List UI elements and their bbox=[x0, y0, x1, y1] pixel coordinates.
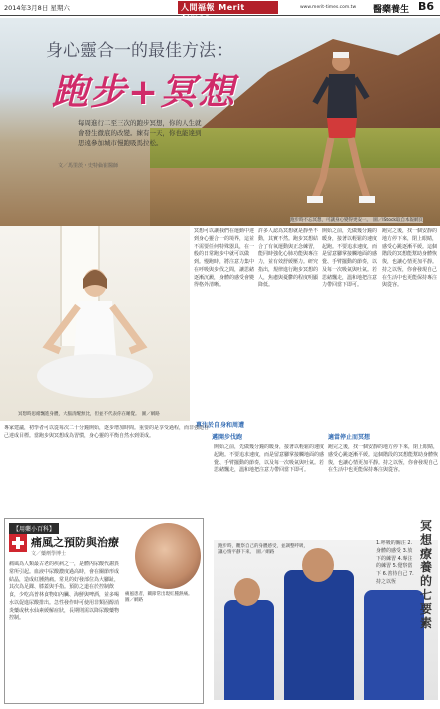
runner-figure bbox=[305, 48, 375, 208]
box-tag: 【用藥小百科】 bbox=[9, 523, 59, 534]
box-byline: 文／藥劑學博士 bbox=[31, 551, 67, 557]
subhead-2: 邁開步伐跑 bbox=[212, 434, 243, 441]
box-body: 痛風為人類最古老的疾病之一，是體內尿酸代謝異常所引起。血液中尿酸濃度過高時，會在關節形成結晶，造成紅腫熱痛。常見的好發部位為大腳趾，其次為足踝、膝蓋與手指。預防之道在於控制飲食，少吃高普林食物如內臟、海鮮與啤酒，並多喝水以促進尿酸排出。急性發作時可使用非類固醇消炎藥或秋水仙素緩解症狀，長期則需以降尿酸藥物控制。 bbox=[9, 561, 120, 622]
article-column-3: 開始之前，先做幾分鐘的暖身，接著以輕鬆的速度起跑。不要追求速度，而是留意腳掌接觸地面的感覺、手臂擺動的節奏，以及每一次吸氣與吐氣。若思緒飄走，溫和地把注意力帶回當下即可。 bbox=[322, 228, 378, 289]
lede-paragraph: 每周進行二至三次的跑步冥想，你的人生就會發生徹底的改變。練有一天，你也能達到思遠參加城市慢跑吸馬拉松。 bbox=[78, 119, 202, 148]
article-column-7: 跑完之後，找一個安靜的地方停下來，閉上眼睛，感受心跳逐漸平緩。這個階段的冥想能幫助身體恢復，也讓心情更加平靜。持之以恆，你會發現自己在生活中也更能保持專注與從容。 bbox=[328, 444, 438, 474]
runner-person bbox=[224, 600, 274, 700]
article-column-4: 跑完之後，找一個安靜的地方停下來，閉上眼睛，感受心跳逐漸平緩。這個階段的冥想能幫助身體恢復，也讓心情更加平靜。持之以恆，你會發現自己在生活中也更能保持專注與從容。 bbox=[382, 228, 438, 289]
hero-photo-caption: 跑步時不忘冥想，可讓身心變得更安一。 圖／IStock取自本報網頁 bbox=[290, 218, 424, 223]
article-column-6: 開始之前，先做幾分鐘的暖身，接著以輕鬆的速度起跑。不要追求速度，而是留意腳掌接觸地面的感覺、手臂擺動的節奏，以及每一次吸氣與吐氣。若思緒飄走，溫和地把注意力帶回當下即可。 bbox=[214, 444, 324, 474]
yoga-photo-caption: 冥想時思緒飄進身體，大腦清醒無比，但並不代表你在睡覺。 圖／網路 bbox=[18, 412, 160, 417]
article-column-1: 冥想可以讓我們在運動中達到身心靈合一的境界，這並不需要任何特殊器具，在一般的日常跑步中就可以做到。慢跑時，將注意力集中在呼吸與步伐之間，讓思緒逐漸沉澱，身體的感受會變得格外清晰。 bbox=[194, 228, 254, 289]
gout-hand-photo bbox=[135, 523, 201, 589]
yoga-photo bbox=[0, 226, 190, 421]
page-number: B6 bbox=[418, 0, 435, 13]
meditating-woman-figure bbox=[30, 261, 160, 411]
red-cross-icon bbox=[9, 534, 27, 552]
article-column-2: 許多人認為冥想就是靜坐不動，其實不然。跑步冥想結合了有氧運動與正念練習，能同時強化心肺功能與專注力，並有效舒緩壓力。研究指出，規律進行跑步冥想的人，焦慮與憂鬱的程度明顯降低。 bbox=[258, 228, 318, 289]
headline-main: 跑步+冥想 bbox=[52, 72, 237, 113]
hero-section bbox=[0, 18, 440, 226]
medication-sidebar-box bbox=[4, 518, 204, 704]
runner-face bbox=[234, 578, 260, 606]
hand-photo-caption: 痛風患者，關節常出現紅腫熱痛。 圖／網路 bbox=[125, 592, 195, 603]
article-byline: 文／馬里茨・史特倫崔醫師 bbox=[58, 163, 119, 169]
team-photo-caption: 跑步時，觀察自己的身體感受，並調整呼吸，讓心情平靜下來。 圖／網路 bbox=[218, 544, 308, 556]
side-list: 1.呼吸的關注 2.身體的感受 3.放下的練習 4.專注的練習 5.覺察當下 6.善待自己 7.持之以恆 bbox=[376, 540, 414, 585]
newspaper-logo: 人間福報 Merit bbox=[178, 1, 278, 14]
subhead-1: 專注於自身和周遭 bbox=[196, 422, 245, 429]
page-header bbox=[0, 0, 440, 16]
section-title: 醫藥養生 bbox=[373, 5, 410, 15]
headline-kicker: 身心靈合一的最佳方法： bbox=[46, 41, 233, 61]
article-column-5: 專家建議，初學者可以從每次二十分鐘開始，逐步增加時間。重要的是享受過程，而非強迫自己達成目標。當跑步與冥想成為習慣，身心靈的平衡自然水到渠成。 bbox=[4, 425, 210, 439]
subhead-3: 適當停止而冥想 bbox=[328, 434, 371, 441]
issue-date: 2014年3月8日 星期六 bbox=[4, 4, 70, 12]
box-title: 痛風之預防與治療 bbox=[31, 536, 119, 549]
side-title: 冥想療養的七要素 bbox=[420, 519, 433, 630]
runner-person bbox=[284, 570, 354, 700]
website: www.merit-times.com.tw bbox=[300, 5, 357, 10]
